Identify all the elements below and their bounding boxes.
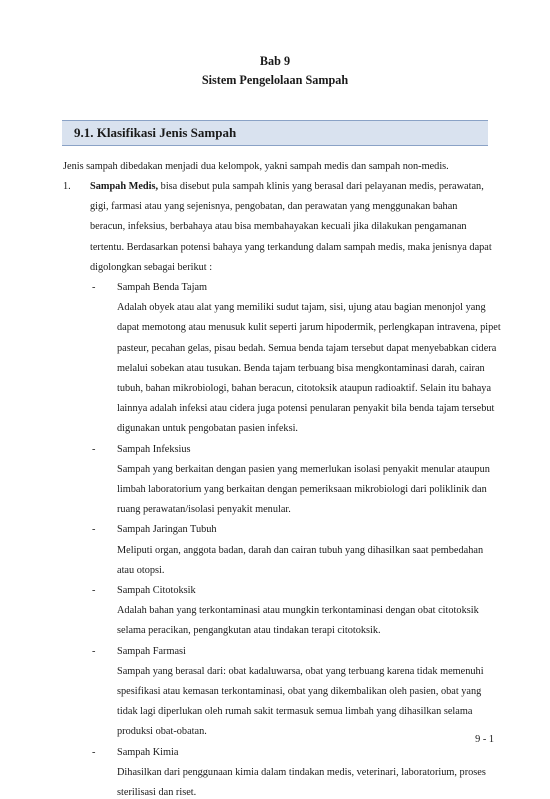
- subitem-title: Sampah Farmasi: [117, 645, 186, 657]
- subitem-body-line: produksi obat-obatan.: [117, 726, 207, 738]
- item1-first-line: [90, 181, 484, 193]
- subitem-body-line: Dihasilkan dari penggunaan kimia dalam tindakan medis, veterinari, laboratorium, proses: [117, 766, 486, 778]
- item1-body-line: tertentu. Berdasarkan potensi bahaya yang terkandung dalam sampah medis, maka jenisnya dapat: [90, 241, 492, 253]
- item1-line1-rest: bisa disebut pula sampah klinis yang berasal dari pelayanan medis, perawatan,: [158, 181, 484, 192]
- subitem-body-line: tidak lagi diperlukan oleh rumah sakit termasuk semua limbah yang dihasilkan selama: [117, 706, 473, 718]
- subitem-bullet: -: [92, 282, 96, 293]
- subitem-body-line: tubuh, bahan mikrobiologi, bahan beracun, citotoksik ataupun radioaktif. Selain itu bahaya: [117, 383, 492, 394]
- subitem-body-line: melalui sobekan atau tusukan. Benda tajam terbuang bisa mengkontaminasi darah, cairan: [117, 362, 485, 374]
- subitem-bullet: -: [92, 443, 96, 455]
- subitem-bullet: -: [92, 524, 96, 536]
- item1-body-line: gigi, farmasi atau yang sejenisnya, pengobatan, dan perawatan yang menggunakan bahan: [90, 201, 458, 213]
- subitem-body-line: digunakan untuk pengobatan pasien infeksi.: [117, 423, 299, 435]
- subitem-body-line: selama peracikan, pengangkutan atau tindakan terapi citotoksik.: [117, 625, 381, 637]
- subitem-title: Sampah Benda Tajam: [117, 282, 208, 293]
- subitem-title: Sampah Infeksius: [117, 443, 191, 455]
- section-title: 9.1. Klasifikasi Jenis Sampah: [74, 125, 237, 140]
- subitem-body-line: atau otopsi.: [117, 564, 165, 576]
- subitem-body-line: lainnya adalah infeksi atau cidera juga potensi penularan penyakit bila benda tajam tersebut: [117, 403, 495, 415]
- subitem-body-line: Adalah obyek atau alat yang memiliki sudut tajam, sisi, ujung atau bagian menonjol yang: [117, 302, 486, 314]
- subitem-bullet: -: [92, 585, 96, 596]
- subitem-body-line: Sampah yang berkaitan dengan pasien yang memerlukan isolasi penyakit menular ataupun: [117, 463, 490, 475]
- subitem-body-line: sterilisasi dan riset.: [117, 787, 197, 798]
- subitem-bullet: -: [92, 645, 96, 657]
- item-number: 1.: [63, 181, 71, 192]
- page-number: 9 - 1: [475, 734, 494, 745]
- subitem-body-line: spesifikasi atau kemasan terkontaminasi, obat yang dikembalikan oleh pasien, obat yang: [117, 686, 482, 697]
- subitem-body-line: pasteur, pecahan gelas, pisau bedah. Semua benda tajam tersebut dapat menyebabkan cidera: [117, 342, 497, 354]
- subitem-body-line: Meliputi organ, anggota badan, darah dan cairan tubuh yang dihasilkan saat pembedahan: [117, 544, 484, 556]
- subitem-bullet: -: [92, 746, 96, 758]
- intro-paragraph: Jenis sampah dibedakan menjadi dua kelompok, yakni sampah medis dan sampah non-medis.: [63, 161, 449, 172]
- chapter-number: Bab 9: [259, 54, 291, 68]
- item1-lead: Sampah Medis,: [90, 181, 159, 192]
- section-heading-box: [62, 120, 488, 146]
- subitem-body-line: limbah laboratorium yang berkaitan dengan pemeriksaan mikrobiologi dari poliklinik dan: [117, 484, 487, 495]
- item1-body-line: digolongkan sebagai berikut :: [90, 261, 213, 273]
- subitem-title: Sampah Citotoksik: [117, 585, 196, 596]
- subitem-body-line: ruang perawatan/isolasi penyakit menular.: [117, 504, 291, 516]
- chapter-title: Sistem Pengelolaan Sampah: [201, 73, 349, 87]
- subitem-body-line: Adalah bahan yang terkontaminasi atau mungkin terkontaminasi dengan obat citotoksik: [117, 605, 479, 617]
- subitem-title: Sampah Jaringan Tubuh: [117, 524, 217, 536]
- subitem-body-line: dapat memotong atau menusuk kulit seperti jarum hipodermik, perlengkapan intravena, pipet: [117, 322, 501, 334]
- subitem-body-line: Sampah yang berasal dari: obat kadaluwarsa, obat yang terbuang karena tidak memenuhi: [117, 665, 484, 677]
- item1-body-line: beracun, infeksius, berbahaya atau bisa membahayakan kecuali jika dilakukan pengamanan: [90, 221, 467, 233]
- subitem-title: Sampah Kimia: [117, 746, 179, 758]
